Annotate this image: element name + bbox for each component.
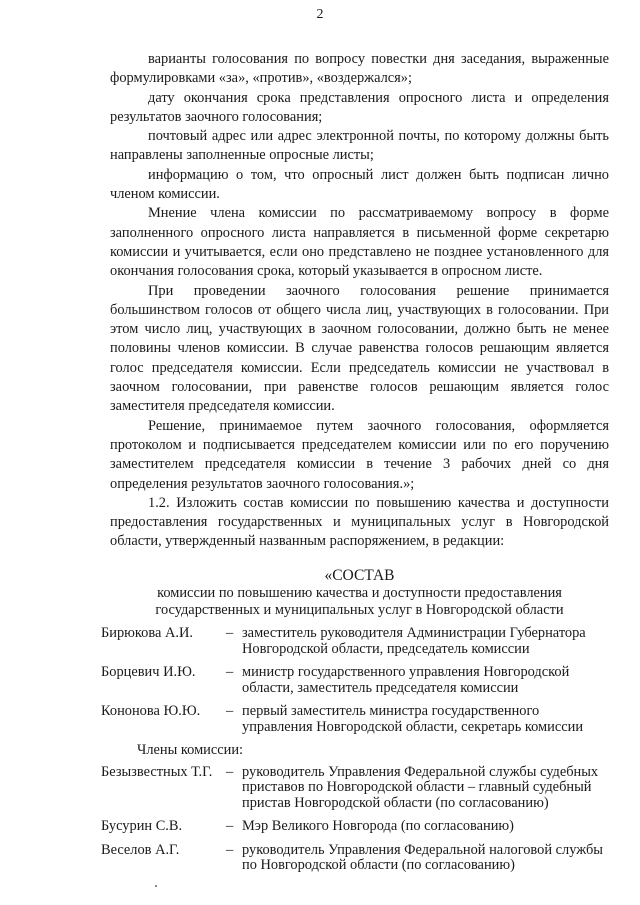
member-position: первый заместитель министра государственного управления Новгородской области, секретарь комиссии xyxy=(242,703,584,735)
paragraph: 1.2. Изложить состав комиссии по повышению качества и доступности предоставления государственных и муниципальных услуг в Новгородской области, утвержденный названным распоряжением, в редакции: xyxy=(110,494,609,550)
paragraph: варианты голосования по вопросу повестки дня заседания, выраженные формулировками «за», «против», «воздержался»; xyxy=(110,51,609,87)
composition-title-line: комиссии по повышению качества и доступности предоставления xyxy=(157,585,562,601)
page-number: 2 xyxy=(316,7,324,22)
member-position: руководитель Управления Федеральной службы судебных приставов по Новгородской области – главный судебный пристав Новгородской области (по согласованию) xyxy=(242,763,599,811)
paragraph: Мнение члена комиссии по рассматриваемому вопросу в форме заполненного опросного листа направляется в письменной форме секретарю комиссии и учитывается, если оно представлено не позднее установленного для окончания голосования срока, который указывается в опросном листе. xyxy=(110,205,609,280)
member-position: заместитель руководителя Администрации Губернатора Новгородской области, председатель комиссии xyxy=(242,625,586,657)
member-dash: – xyxy=(226,664,234,680)
paragraph: информацию о том, что опросный лист должен быть подписан лично членом комиссии. xyxy=(110,166,609,203)
paragraph: При проведении заочного голосования решение принимается большинством голосов от общего числа лиц, участвующих в голосовании. При этом число лиц, участвующих в заочном голосовании, должно быть не менее половины членов комиссии. В случае равенства голосов решающим является голос председателя комиссии. Если председатель комиссии не участвовал в заочном голосовании, при равенстве голосов решающим является голос заместителя председателя комиссии. xyxy=(110,282,609,415)
member-position: министр государственного управления Новгородской области, заместитель председателя комиссии xyxy=(242,664,570,696)
member-name: Бусурин С.В. xyxy=(101,818,183,834)
member-dash: – xyxy=(226,841,234,858)
member-row xyxy=(101,765,611,812)
paragraph: почтовый адрес или адрес электронной почты, по которому должны быть направлены заполненные опросные листы; xyxy=(110,128,609,164)
member-dash: – xyxy=(226,818,234,834)
body-text xyxy=(110,50,609,552)
member-name: Кононова Ю.Ю. xyxy=(101,703,201,719)
composition-title xyxy=(110,566,609,618)
member-name: Бирюкова А.И. xyxy=(101,625,193,641)
member-name: Веселов А.Г. xyxy=(101,841,180,858)
member-dash: – xyxy=(226,763,234,780)
member-name: Борцевич И.Ю. xyxy=(101,664,196,680)
paragraph: дату окончания срока представления опросного листа и определения результатов заочного голосования; xyxy=(110,89,609,125)
scan-speck xyxy=(155,885,157,887)
composition-title-word: «СОСТАВ xyxy=(324,567,395,584)
member-row xyxy=(101,819,611,835)
composition-list xyxy=(101,626,611,882)
member-row xyxy=(101,626,611,657)
member-dash: – xyxy=(226,625,234,641)
composition-title-line: государственных и муниципальных услуг в Новгородской области xyxy=(155,601,564,618)
member-position: Мэр Великого Новгорода (по согласованию) xyxy=(242,818,514,834)
member-row xyxy=(101,843,611,874)
members-heading: Члены комиссии: xyxy=(137,742,244,758)
member-row xyxy=(101,665,611,696)
member-row xyxy=(101,704,611,735)
member-position: руководитель Управления Федеральной налоговой службы по Новгородской области (по согласованию) xyxy=(242,841,603,873)
member-name: Безызвестных Т.Г. xyxy=(101,763,213,780)
member-dash: – xyxy=(226,703,234,719)
paragraph: Решение, принимаемое путем заочного голосования, оформляется протоколом и подписывается председателем комиссии или по его поручению заместителем председателя комиссии в течение 3 рабочих дней со дня определения результатов заочного голосования.»; xyxy=(110,417,609,492)
